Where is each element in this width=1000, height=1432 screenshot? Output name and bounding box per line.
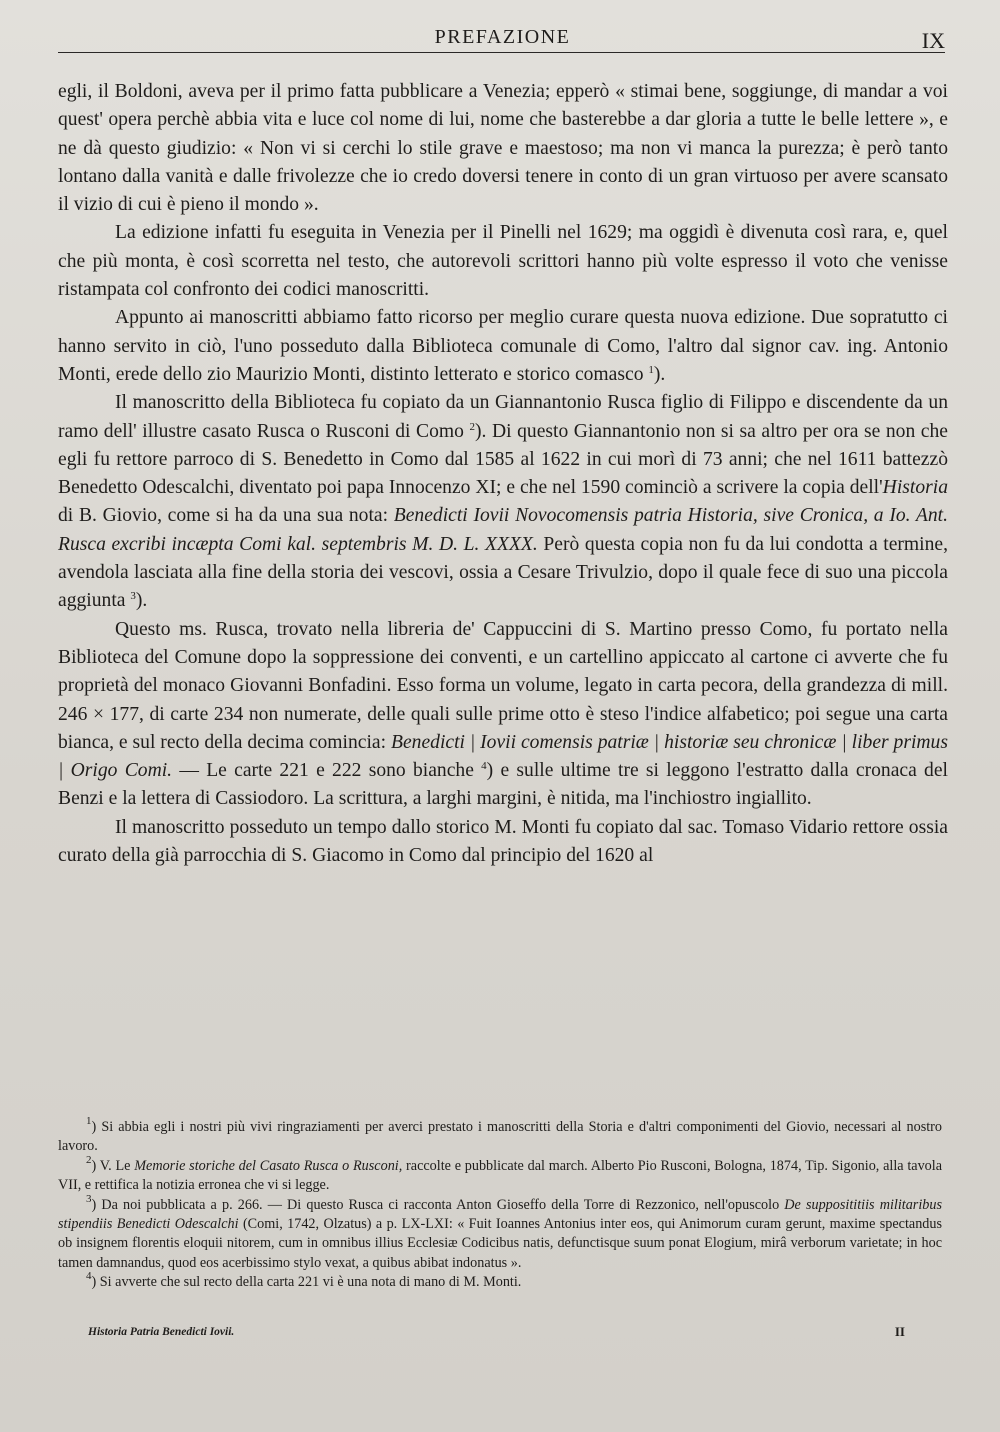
footnotes: [58, 1115, 943, 1293]
paragraph-4-historia: Historia: [882, 477, 948, 499]
page-number: IX: [921, 28, 945, 53]
paragraph-6: Il manoscritto posseduto un tempo dallo storico M. Monti fu copiato dal sac. Tomaso Vidario rettore ossia curato della già parrocchia di S. Giacomo in Como dal principio del 1620 al: [58, 816, 948, 867]
footnote-1-text: ) Si abbia egli i nostri più vivi ringraziamenti per averci prestato i manoscritti della Storia e d'altri componimenti del Giovio, necessari al nostro lavoro.: [58, 1119, 942, 1155]
printer-signature: Historia Patria Benedicti Iovii.: [88, 1326, 235, 1338]
paragraph-3: [58, 304, 948, 389]
paragraph-5-latin-incipit: Benedicti | Iovii comensis patriæ | historiæ seu chronicæ | liber primus | Origo Comi.: [58, 731, 948, 782]
paragraph-4-text-c: di B. Giovio, come si ha da una sua nota:: [58, 505, 394, 527]
footnote-mark-2: 2: [86, 1153, 92, 1166]
footnote-mark-4: 4: [86, 1270, 92, 1283]
footnote-ref-4: 4: [481, 760, 487, 773]
paragraph-4-text-a: Il manoscritto della Biblioteca fu copiato da un Giannantonio Rusca figlio di Filippo e discendente da un ramo dell' illustre casato Rusca o Rusconi di Como: [58, 392, 948, 442]
footnote-2: [58, 1153, 943, 1196]
footnote-mark-1: 1: [86, 1115, 92, 1127]
footnote-3: [58, 1192, 943, 1274]
footnote-3-title: De supposititiis militaribus stipendiis Benedicti Odescalchi: [58, 1196, 942, 1233]
running-head: [60, 26, 945, 54]
footnote-2-text-a: ) V. Le: [91, 1157, 135, 1174]
footnote-4: [58, 1270, 942, 1292]
main-text: [58, 78, 948, 870]
footnote-2-title: Memorie storiche del Casato Rusca o Rusconi,: [134, 1157, 403, 1174]
paragraph-5-text-b: — Le carte 221 e 222 sono bianche: [172, 760, 474, 782]
sheet-number: II: [894, 1324, 905, 1339]
footnote-ref-2: 2: [469, 420, 475, 433]
paragraph-2: La edizione infatti fu eseguita in Venezia per il Pinelli nel 1629; ma oggidì è divenuta così rara, e, quel che più monta, è così scorretta nel testo, che autorevoli scrittori hanno più volte espresso il voto che venisse ristampata col confronto dei codici manoscritti.: [58, 222, 948, 301]
header-rule: [58, 52, 945, 53]
paragraph-5-text-c: ) e sulle ultime tre si leggono l'estratto dalla cronaca del Benzi e la lettera di Cassiodoro. La scrittura, a larghi margini, è nitida, ma l'inchiostro ingiallito.: [58, 760, 948, 810]
paragraph-4-end: ).: [135, 590, 148, 612]
footnote-ref-1: 1: [648, 363, 654, 376]
footnote-mark-3: 3: [86, 1192, 92, 1205]
paragraph-3-end: ).: [653, 363, 666, 385]
paragraph-5-text-a: Questo ms. Rusca, trovato nella libreria de' Cappuccini di S. Martino presso Como, fu portato nella Biblioteca del Comune dopo la soppressione dei conventi, e un cartellino appiccato al cartone ci avverte che fu proprietà del monaco Giovanni Bonfadini. Esso forma un volume, legato in carta pecora, della grandezza di mill. 246 × 177, di carte 234 non numerate, delle quali sulle prime otto è steso l'indice alfabetico; poi segue una carta bianca, e sul recto della decima comincia:: [58, 618, 948, 753]
footnote-4-text: ) Si avverte che sul recto della carta 221 vi è una nota di mano di M. Monti.: [91, 1274, 522, 1291]
paragraph-1: egli, il Boldoni, aveva per il primo fatta pubblicare a Venezia; epperò « stimai bene, soggiunge, di mandar a voi quest' opera perchè abbia vita e luce col nome di lui, nome che basterebbe a dar gloria a tutte le belle lettere », e ne dà questo giudizio: « Non vi si cerchi lo stile grave e maestoso; ma non vi manca la purezza; è però tanto lontano dalla vanità e dalle frivolezze che io credo doversi tenere in conto di un gran virtuoso per avere scansato il vizio di cui è pieno il mondo ».: [58, 81, 948, 216]
running-title: PREFAZIONE: [434, 26, 571, 48]
footnote-2-text-b: raccolte e pubblicate dal march. Alberto Pio Rusconi, Bologna, 1874, Tip. Sigonio, alla tavola VII, e rettifica la notizia erronea che vi si legge.: [58, 1157, 943, 1194]
paragraph-5: [58, 616, 948, 814]
paragraph-4-latin-note: Benedicti Iovii Novocomensis patria Historia, sive Cronica, a Io. Ant. Rusca excribi incæpta Comi kal. septembris M. D. L. XXXX.: [58, 505, 949, 555]
paragraph-4-text-d: Però questa copia non fu da lui condotta a termine, avendola lasciata alla fine della storia dei vescovi, ossia a Cesare Trivulzio, dopo il quale fece di suo una piccola aggiunta: [58, 533, 948, 612]
paragraph-3-text: Appunto ai manoscritti abbiamo fatto ricorso per meglio curare questa nuova edizione. Due sopratutto ci hanno servito in ciò, l'uno posseduto dalla Biblioteca comunale di Como, l'altro dal signor cav. ing. Antonio Monti, erede dello zio Maurizio Monti, distinto letterato e storico comasco: [58, 307, 948, 385]
paragraph-4: [58, 389, 948, 615]
footnote-3-text-b: (Comi, 1742, Olzatus) a p. LX-LXI: « Fuit Ioannes Antonius inter eos, qui Animorum curam gerunt, maxime spectandus ob insignem florentis eloquii nitorem, cum in omnibus illius Ecclesiæ Codicibus natis, defunctisque suum ponat Elogium, mirâ verborum varietate; in hoc tamen damnandus, quod eos acerbissimo stylo vexat, a quibus abibat indonatus ».: [58, 1216, 943, 1271]
footnote-ref-3: 3: [130, 590, 136, 603]
footnote-1: [58, 1115, 942, 1157]
paragraph-4-text-b: ). Di questo Giannantonio non si sa altro per ora se non che egli fu rettore parroco di S. Benedetto in Como dal 1585 al 1622 in cui morì di 73 anni; che nel 1611 battezzò Benedetto Odescalchi, diventato poi papa Innocenzo XI; e che nel 1590 cominciò a scrivere la copia dell': [58, 420, 948, 499]
footnote-3-text-a: ) Da noi pubblicata a p. 266. — Di questo Rusca ci racconta Anton Gioseffo della Torre di Rezzonico, nell'opuscolo: [91, 1196, 785, 1213]
